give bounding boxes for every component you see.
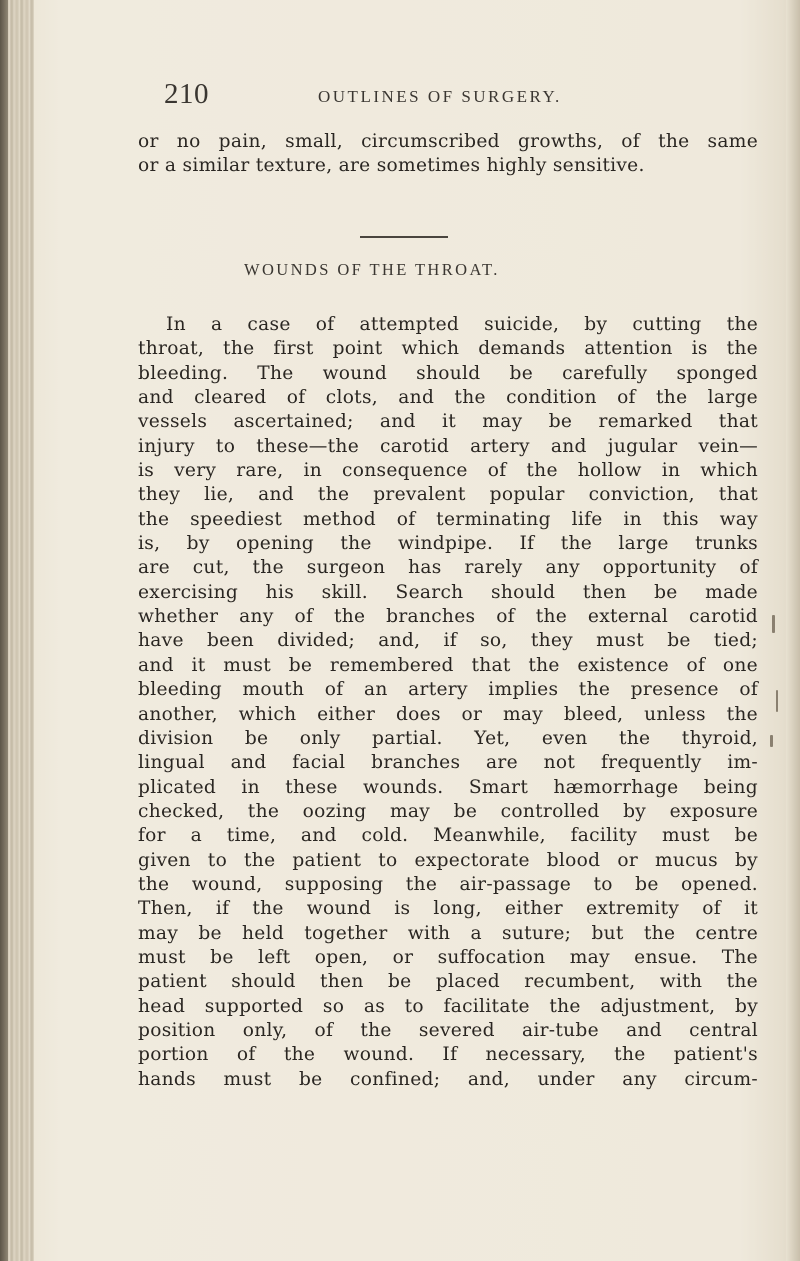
body-line: Then, if the wound is long, either extremity of it: [138, 898, 758, 920]
body-line: are cut, the surgeon has rarely any opportunity of: [138, 557, 758, 579]
body-line: is, by opening the windpipe. If the large trunks: [138, 533, 758, 555]
body-line: whether any of the branches of the external carotid: [138, 606, 758, 628]
body-line: they lie, and the prevalent popular conviction, that: [138, 484, 758, 506]
body-line: given to the patient to expectorate blood or mucus by: [138, 849, 758, 871]
running-head: OUTLINES OF SURGERY.: [318, 87, 562, 106]
body-line: the speediest method of terminating life in this way: [138, 508, 758, 530]
body-line: lingual and facial branches are not frequently im-: [138, 752, 758, 774]
body-line: division be only partial. Yet, even the thyroid,: [138, 727, 758, 749]
body-line: exercising his skill. Search should then be made: [138, 581, 758, 603]
body-line: another, which either does or may bleed, unless the: [138, 703, 758, 725]
section-title: WOUNDS OF THE THROAT.: [244, 260, 500, 279]
body-line: and it must be remembered that the existence of one: [138, 654, 758, 676]
body-line: throat, the first point which demands attention is the: [138, 338, 758, 360]
body-line: portion of the wound. If necessary, the patient's: [138, 1044, 758, 1066]
page-number: 210: [164, 78, 209, 110]
body-line: position only, of the severed air-tube and central: [138, 1019, 758, 1041]
body-line: must be left open, or suffocation may ensue. The: [138, 946, 758, 968]
body-line: the wound, supposing the air-passage to be opened.: [138, 873, 758, 895]
body-line: and cleared of clots, and the condition of the large: [138, 387, 758, 409]
page-right-edge: [786, 0, 800, 1261]
body-line: hands must be confined; and, under any circum-: [138, 1068, 758, 1090]
body-line: injury to these—the carotid artery and jugular vein—: [138, 435, 758, 457]
body-line: head supported so as to facilitate the adjustment, by: [138, 995, 758, 1017]
body-line: have been divided; and, if so, they must be tied;: [138, 630, 758, 652]
body-line: for a time, and cold. Meanwhile, facility must be: [138, 825, 758, 847]
intro-paragraph: [138, 130, 758, 179]
body-line: is very rare, in consequence of the hollow in which: [138, 460, 758, 482]
intro-line: or no pain, small, circumscribed growths, of the same: [138, 131, 758, 152]
body-line: bleeding. The wound should be carefully sponged: [138, 362, 758, 384]
body-paragraph: [138, 313, 758, 1092]
section-divider: [360, 236, 448, 238]
book-binding-edge: [0, 0, 8, 1261]
body-line: vessels ascertained; and it may be remarked that: [138, 411, 758, 433]
page-blemish: [772, 615, 775, 633]
page-blemish: [776, 690, 778, 712]
body-line: patient should then be placed recumbent, with the: [138, 971, 758, 993]
intro-line: or a similar texture, are sometimes highly sensitive.: [138, 155, 645, 177]
body-line: checked, the oozing may be controlled by exposure: [138, 800, 758, 822]
body-line: In a case of attempted suicide, by cutting the: [166, 314, 758, 335]
body-line: plicated in these wounds. Smart hæmorrhage being: [138, 776, 758, 798]
page-blemish: [770, 735, 773, 747]
body-line: may be held together with a suture; but the centre: [138, 922, 758, 944]
body-line: bleeding mouth of an artery implies the presence of: [138, 679, 758, 701]
page-header: [164, 78, 764, 118]
